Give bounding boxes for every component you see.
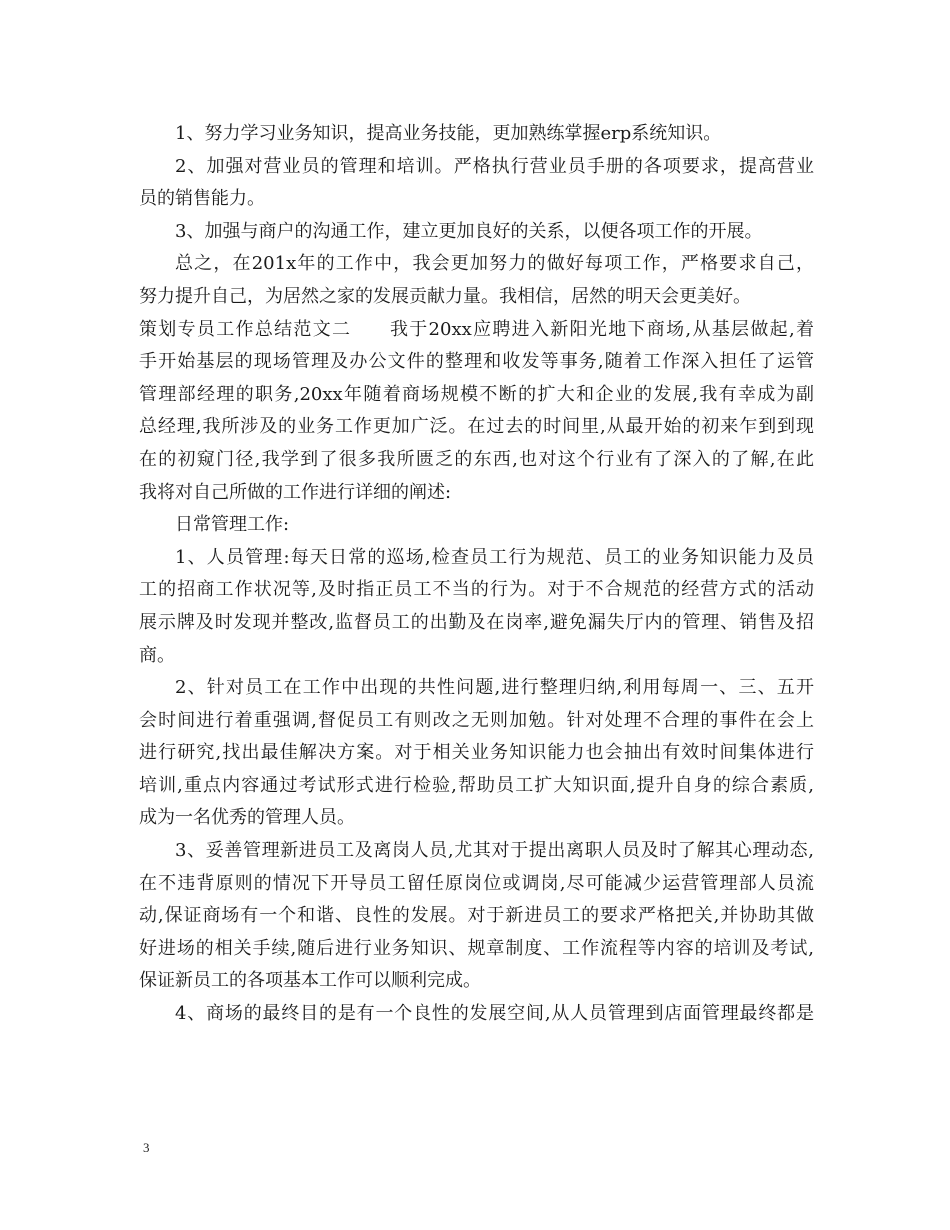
text-line: 好进场的相关手续,随后进行业务知识、规章制度、工作流程等内容的培训及考试, bbox=[139, 937, 814, 959]
text-line: 动,保证商场有一个和谐、良性的发展。对于新进员工的要求严格把关,并协助其做 bbox=[139, 905, 814, 927]
text-line: 1、人员管理:每天日常的巡场,检查员工行为规范、员工的业务知识能力及员 bbox=[175, 546, 814, 568]
text-line: 总经理,我所涉及的业务工作更加广泛。在过去的时间里,从最开始的初来乍到到现 bbox=[139, 416, 814, 438]
text-line: 展示牌及时发现并整改,监督员工的出勤及在岗率,避免漏失厅内的管理、销售及招 bbox=[139, 611, 814, 633]
text-line: 4、商场的最终目的是有一个良性的发展空间,从人员管理到店面管理最终都是 bbox=[175, 1003, 814, 1025]
text-line: 3、妥善管理新进员工及离岗人员,尤其对于提出离职人员及时了解其心理动态, bbox=[175, 840, 814, 862]
text-line: 2、针对员工在工作中出现的共性问题,进行整理归纳,利用每周一、三、五开 bbox=[175, 677, 814, 699]
text-line: 成为一名优秀的管理人员。 bbox=[139, 807, 355, 829]
text-line: 工的招商工作状况等,及时指正员工不当的行为。对于不合规范的经营方式的活动 bbox=[139, 579, 814, 601]
text-line: 在的初窥门径,我学到了很多我所匮乏的东西,也对这个行业有了深入的了解,在此 bbox=[139, 448, 814, 470]
text-line: 1、努力学习业务知识，提高业务技能，更加熟练掌握erp系统知识。 bbox=[175, 123, 722, 144]
text-line: 进行研究,找出最佳解决方案。对于相关业务知识能力也会抽出有效时间集体进行 bbox=[139, 742, 814, 764]
text-line: 手开始基层的现场管理及办公文件的整理和收发等事务,随着工作深入担任了运管 bbox=[139, 351, 814, 373]
text-line: 日常管理工作: bbox=[175, 514, 290, 536]
text-line: 商。 bbox=[139, 644, 175, 666]
text-line: 保证新员工的各项基本工作可以顺利完成。 bbox=[139, 970, 481, 992]
text-line: 努力提升自己，为居然之家的发展贡献力量。我相信，居然的明天会更美好。 bbox=[139, 285, 751, 307]
text-line: 我将对自己所做的工作进行详细的阐述: bbox=[139, 481, 452, 503]
text-line: 2、加强对营业员的管理和培训。严格执行营业员手册的各项要求，提高营业 bbox=[175, 155, 814, 177]
text-line: 总之，在201x年的工作中，我会更加努力的做好每项工作，严格要求自己， bbox=[175, 253, 814, 275]
text-line: 培训,重点内容通过考试形式进行检验,帮助员工扩大知识面,提升自身的综合素质, bbox=[139, 774, 814, 796]
text-line: 3、加强与商户的沟通工作，建立更加良好的关系，以便各项工作的开展。 bbox=[175, 220, 763, 242]
text-line: 策划专员工作总结范文二 我于20xx应聘进入新阳光地下商场,从基层做起,着 bbox=[139, 318, 814, 340]
page-number: 3 bbox=[143, 1140, 150, 1155]
body-text bbox=[139, 118, 814, 1031]
text-line: 会时间进行着重强调,督促员工有则改之无则加勉。针对处理不合理的事件在会上 bbox=[139, 709, 814, 731]
text-line: 员的销售能力。 bbox=[139, 188, 265, 210]
text-line: 管理部经理的职务,20xx年随着商场规模不断的扩大和企业的发展,我有幸成为副 bbox=[139, 383, 814, 405]
text-line: 在不违背原则的情况下开导员工留任原岗位或调岗,尽可能减少运营管理部人员流 bbox=[139, 872, 814, 894]
